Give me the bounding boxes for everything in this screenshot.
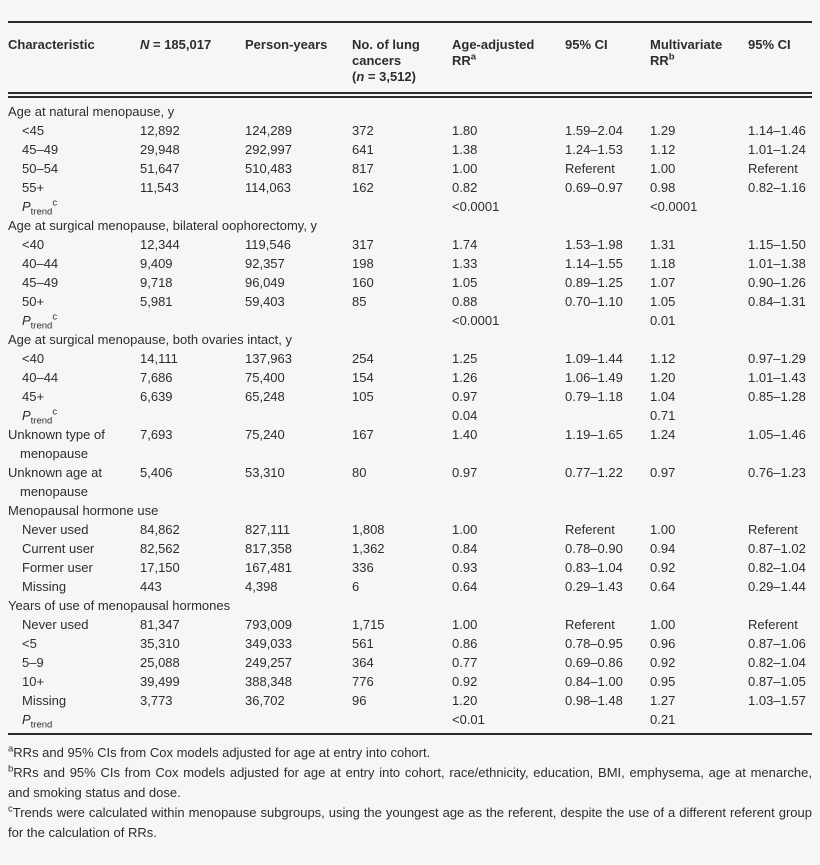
footnote-b-sup: b — [8, 763, 14, 775]
cell-multivariate-rr: 0.98 — [650, 180, 676, 195]
cell-ci-multivariate: 0.84–1.31 — [748, 294, 806, 309]
table-row — [8, 235, 812, 254]
cell-ci-multivariate: Referent — [748, 522, 798, 537]
row-label: $P_{trend}^c$ — [22, 197, 58, 218]
cell-age-adjusted-rr: 1.40 — [452, 427, 478, 442]
cell-ci-age-adjusted: 1.59–2.04 — [565, 123, 623, 138]
cell-n: 7,693 — [140, 427, 173, 442]
table-row — [8, 121, 812, 140]
cell-ci-multivariate: 0.82–1.04 — [748, 655, 806, 670]
cell-age-adjusted-rr: <0.0001 — [452, 313, 500, 328]
cell-n: 3,773 — [140, 693, 173, 708]
table-row — [8, 691, 812, 710]
cell-person-years: 827,111 — [245, 522, 291, 537]
footnote-c-sup: c — [8, 803, 13, 815]
row-label: $P_{trend}^c$ — [22, 311, 58, 332]
cell-multivariate-rr: 1.31 — [650, 237, 676, 252]
cell-ci-multivariate: 0.85–1.28 — [748, 389, 806, 404]
row-label: 45–49 — [22, 142, 59, 157]
cell-multivariate-rr: 0.95 — [650, 674, 676, 689]
cell-ci-multivariate: 0.29–1.44 — [748, 579, 806, 594]
cell-n: 14,111 — [140, 351, 178, 366]
cell-multivariate-rr: 1.07 — [650, 275, 676, 290]
row-label: Never used — [22, 522, 89, 537]
row-label: 55+ — [22, 180, 45, 195]
cell-n: 11,543 — [140, 180, 179, 195]
cell-ci-age-adjusted: 1.24–1.53 — [565, 142, 623, 157]
col-header-ci-1: 95% CI — [565, 37, 608, 52]
cell-age-adjusted-rr: 0.88 — [452, 294, 478, 309]
cell-person-years: 817,358 — [245, 541, 292, 556]
cell-person-years: 124,289 — [245, 123, 292, 138]
cell-ci-multivariate: 1.15–1.50 — [748, 237, 806, 252]
cell-ci-multivariate: 1.01–1.24 — [748, 142, 806, 157]
table-row — [8, 292, 812, 311]
cell-n: 25,088 — [140, 655, 180, 670]
cell-ci-multivariate: 0.82–1.04 — [748, 560, 806, 575]
row-label: $P_{trend}$ — [22, 712, 53, 731]
ptrend-row — [8, 311, 812, 330]
col-header-characteristic — [8, 37, 140, 53]
n-value: = 185,017 — [149, 37, 212, 52]
cell-lung-cancers: 162 — [352, 180, 374, 195]
cell-age-adjusted-rr: 0.04 — [452, 408, 478, 423]
cell-ci-age-adjusted: 0.89–1.25 — [565, 275, 623, 290]
cell-person-years: 119,546 — [245, 237, 292, 252]
footnote-b-marker: b — [668, 51, 675, 63]
table-row — [8, 653, 812, 672]
cell-ci-age-adjusted: 0.98–1.48 — [565, 693, 623, 708]
cell-person-years: 59,403 — [245, 294, 285, 309]
cell-age-adjusted-rr: 0.86 — [452, 636, 478, 651]
cell-n: 5,981 — [140, 294, 173, 309]
cell-ci-age-adjusted: 0.70–1.10 — [565, 294, 623, 309]
cell-ci-age-adjusted: 0.69–0.86 — [565, 655, 623, 670]
section-header-row — [8, 501, 812, 520]
cell-multivariate-rr: 1.00 — [650, 617, 676, 632]
cell-age-adjusted-rr: 0.84 — [452, 541, 478, 556]
cell-ci-age-adjusted: 0.83–1.04 — [565, 560, 623, 575]
cell-n: 12,344 — [140, 237, 180, 252]
footnotes — [8, 735, 812, 843]
table-row — [8, 577, 812, 596]
table-row — [8, 615, 812, 634]
cell-ci-age-adjusted: 1.14–1.55 — [565, 256, 623, 271]
cell-n: 9,718 — [140, 275, 173, 290]
cell-multivariate-rr: 1.24 — [650, 427, 676, 442]
cell-ci-multivariate: 0.97–1.29 — [748, 351, 806, 366]
cell-lung-cancers: 154 — [352, 370, 374, 385]
row-label: Unknown type of menopause — [8, 427, 105, 461]
cell-ci-age-adjusted: 1.53–1.98 — [565, 237, 623, 252]
cell-ci-multivariate: 1.01–1.43 — [748, 370, 806, 385]
cell-ci-age-adjusted: 1.06–1.49 — [565, 370, 623, 385]
cell-person-years: 292,997 — [245, 142, 292, 157]
cell-age-adjusted-rr: 0.82 — [452, 180, 478, 195]
cell-lung-cancers: 317 — [352, 237, 374, 252]
cell-lung-cancers: 198 — [352, 256, 374, 271]
ptrend-row — [8, 197, 812, 216]
cell-lung-cancers: 776 — [352, 674, 374, 689]
ptrend-row — [8, 710, 812, 729]
section-header-row — [8, 102, 812, 121]
row-label: <45 — [22, 123, 45, 138]
cell-person-years: 36,702 — [245, 693, 285, 708]
cell-age-adjusted-rr: 1.20 — [452, 693, 478, 708]
cell-n: 17,150 — [140, 560, 180, 575]
cell-lung-cancers: 641 — [352, 142, 374, 157]
cell-person-years: 388,348 — [245, 674, 292, 689]
cell-lung-cancers: 80 — [352, 465, 367, 480]
lung-n-italic: n — [356, 69, 365, 84]
cell-n: 6,639 — [140, 389, 173, 404]
cell-age-adjusted-rr: 1.38 — [452, 142, 478, 157]
footnote-a: $^a$RRs and 95% CIs from Cox models adjusted for age at entry into cohort. — [8, 743, 431, 760]
table-row — [8, 273, 812, 292]
cell-lung-cancers: 817 — [352, 161, 374, 176]
section-label: Years of use of menopausal hormones — [8, 598, 231, 613]
table-header-row — [8, 23, 812, 92]
cell-ci-multivariate: 0.76–1.23 — [748, 465, 806, 480]
cell-n: 9,409 — [140, 256, 173, 271]
cell-ci-multivariate: 0.82–1.16 — [748, 180, 806, 195]
row-label: 10+ — [22, 674, 45, 689]
cell-multivariate-rr: 1.00 — [650, 522, 676, 537]
col-header-lung-cancers: No. of lung cancers (n = 3,512) — [352, 37, 420, 84]
cell-person-years: 53,310 — [245, 465, 285, 480]
cell-lung-cancers: 336 — [352, 560, 374, 575]
cell-n: 35,310 — [140, 636, 180, 651]
cell-multivariate-rr: 0.92 — [650, 655, 676, 670]
cell-multivariate-rr: 0.97 — [650, 465, 676, 480]
cell-multivariate-rr: 0.71 — [650, 408, 676, 423]
cell-multivariate-rr: <0.0001 — [650, 199, 698, 214]
cell-lung-cancers: 167 — [352, 427, 374, 442]
cell-lung-cancers: 1,362 — [352, 541, 385, 556]
cell-ci-age-adjusted: 1.19–1.65 — [565, 427, 623, 442]
table-row — [8, 349, 812, 368]
cell-ci-multivariate: 1.14–1.46 — [748, 123, 806, 138]
col-header-age-adjusted-rr: Age-adjusted $RR^a$ — [452, 37, 535, 68]
cell-n: 29,948 — [140, 142, 180, 157]
cell-person-years: 793,009 — [245, 617, 292, 632]
section-label: Age at surgical menopause, bilateral oophorectomy, y — [8, 218, 318, 233]
cell-multivariate-rr: 1.12 — [650, 351, 676, 366]
cell-n: 39,499 — [140, 674, 180, 689]
cell-ci-multivariate: 1.03–1.57 — [748, 693, 806, 708]
cell-person-years: 167,481 — [245, 560, 292, 575]
footnote-a-sup: a — [8, 743, 14, 755]
col-header-person-years: Person-years — [245, 37, 328, 52]
cell-lung-cancers: 561 — [352, 636, 374, 651]
cell-age-adjusted-rr: 0.97 — [452, 389, 478, 404]
cell-person-years: 65,248 — [245, 389, 285, 404]
row-label: <40 — [22, 351, 45, 366]
cell-lung-cancers: 85 — [352, 294, 367, 309]
table-row — [8, 159, 812, 178]
cell-person-years: 137,963 — [245, 351, 292, 366]
cell-person-years: 510,483 — [245, 161, 292, 176]
cell-ci-age-adjusted: 0.29–1.43 — [565, 579, 623, 594]
section-header-row — [8, 330, 812, 349]
cell-n: 5,406 — [140, 465, 173, 480]
cell-ci-age-adjusted: 0.78–0.95 — [565, 636, 623, 651]
cell-ci-age-adjusted: 0.84–1.00 — [565, 674, 623, 689]
cell-lung-cancers: 1,715 — [352, 617, 385, 632]
cell-lung-cancers: 372 — [352, 123, 374, 138]
cell-multivariate-rr: 1.20 — [650, 370, 676, 385]
cell-age-adjusted-rr: 0.97 — [452, 465, 478, 480]
cell-age-adjusted-rr: 1.80 — [452, 123, 478, 138]
cell-lung-cancers: 254 — [352, 351, 374, 366]
table-row — [8, 178, 812, 197]
cell-ci-age-adjusted: 0.79–1.18 — [565, 389, 623, 404]
col-header-characteristic-label: Characteristic — [8, 37, 95, 52]
cell-multivariate-rr: 0.96 — [650, 636, 676, 651]
cell-ci-age-adjusted: 0.77–1.22 — [565, 465, 623, 480]
section-header-row — [8, 596, 812, 615]
row-label: Former user — [22, 560, 93, 575]
cell-person-years: 75,400 — [245, 370, 285, 385]
cell-age-adjusted-rr: 1.74 — [452, 237, 478, 252]
row-label: $P_{trend}^c$ — [22, 406, 58, 427]
cell-ci-multivariate: Referent — [748, 617, 798, 632]
cell-ci-age-adjusted: 1.09–1.44 — [565, 351, 623, 366]
cell-person-years: 96,049 — [245, 275, 285, 290]
cell-person-years: 349,033 — [245, 636, 292, 651]
row-label: Unknown age at menopause — [8, 465, 102, 499]
section-label: Age at surgical menopause, both ovaries intact, y — [8, 332, 292, 347]
cell-multivariate-rr: 1.00 — [650, 161, 676, 176]
results-table — [0, 21, 820, 843]
row-label: 5–9 — [22, 655, 44, 670]
cell-lung-cancers: 6 — [352, 579, 360, 594]
cell-person-years: 249,257 — [245, 655, 292, 670]
cell-multivariate-rr: 0.94 — [650, 541, 676, 556]
cell-ci-multivariate: Referent — [748, 161, 798, 176]
cell-multivariate-rr: 0.64 — [650, 579, 676, 594]
cell-age-adjusted-rr: 0.77 — [452, 655, 478, 670]
footnote-a-marker: a — [470, 51, 477, 63]
cell-age-adjusted-rr: 1.05 — [452, 275, 478, 290]
cell-multivariate-rr: 1.29 — [650, 123, 676, 138]
section-header-row — [8, 216, 812, 235]
cell-age-adjusted-rr: 0.93 — [452, 560, 478, 575]
cell-n: 82,562 — [140, 541, 180, 556]
row-label: Current user — [22, 541, 95, 556]
cell-n: 81,347 — [140, 617, 180, 632]
row-label: <5 — [22, 636, 37, 651]
cell-multivariate-rr: 0.21 — [650, 712, 676, 727]
cell-age-adjusted-rr: 0.92 — [452, 674, 478, 689]
col-header-multivariate-rr: Multivariate $RR^b$ — [650, 37, 723, 68]
n-italic: N — [140, 37, 150, 52]
table-row — [8, 425, 812, 463]
cell-ci-age-adjusted: Referent — [565, 617, 615, 632]
cell-ci-multivariate: 0.87–1.06 — [748, 636, 806, 651]
row-label: 40–44 — [22, 256, 59, 271]
cell-age-adjusted-rr: 1.26 — [452, 370, 478, 385]
cell-multivariate-rr: 0.01 — [650, 313, 676, 328]
row-label: <40 — [22, 237, 45, 252]
cell-n: 84,862 — [140, 522, 180, 537]
cell-person-years: 75,240 — [245, 427, 285, 442]
cell-multivariate-rr: 1.18 — [650, 256, 676, 271]
cell-multivariate-rr: 1.05 — [650, 294, 676, 309]
cell-n: 12,892 — [140, 123, 180, 138]
table-row — [8, 254, 812, 273]
table-row — [8, 140, 812, 159]
row-label: 40–44 — [22, 370, 59, 385]
cell-n: 51,647 — [140, 161, 180, 176]
table-row — [8, 539, 812, 558]
cell-multivariate-rr: 1.27 — [650, 693, 676, 708]
table-row — [8, 368, 812, 387]
row-label: 45+ — [22, 389, 45, 404]
row-label: Missing — [22, 579, 67, 594]
row-label: Never used — [22, 617, 89, 632]
cell-ci-multivariate: 0.87–1.05 — [748, 674, 806, 689]
cell-age-adjusted-rr: 0.64 — [452, 579, 478, 594]
cell-ci-multivariate: 0.87–1.02 — [748, 541, 806, 556]
cell-ci-age-adjusted: 0.78–0.90 — [565, 541, 623, 556]
ptrend-row — [8, 406, 812, 425]
table-row — [8, 634, 812, 653]
cell-age-adjusted-rr: 1.25 — [452, 351, 478, 366]
cell-lung-cancers: 364 — [352, 655, 374, 670]
section-label: Menopausal hormone use — [8, 503, 159, 518]
row-label: Missing — [22, 693, 67, 708]
cell-age-adjusted-rr: 1.00 — [452, 522, 478, 537]
cell-ci-age-adjusted: 0.69–0.97 — [565, 180, 623, 195]
cell-age-adjusted-rr: <0.0001 — [452, 199, 500, 214]
cell-ci-age-adjusted: Referent — [565, 522, 615, 537]
cell-age-adjusted-rr: 1.00 — [452, 161, 478, 176]
table-row — [8, 520, 812, 539]
table-row — [8, 387, 812, 406]
table-body — [8, 98, 812, 729]
cell-ci-age-adjusted: Referent — [565, 161, 615, 176]
cell-person-years: 114,063 — [245, 180, 292, 195]
cell-multivariate-rr: 0.92 — [650, 560, 676, 575]
cell-person-years: 4,398 — [245, 579, 278, 594]
table-row — [8, 672, 812, 691]
cell-lung-cancers: 1,808 — [352, 522, 385, 537]
cell-age-adjusted-rr: 1.00 — [452, 617, 478, 632]
section-label: Age at natural menopause, y — [8, 104, 175, 119]
col-header-ci-2: 95% CI — [748, 37, 791, 52]
cell-n: 443 — [140, 579, 162, 594]
cell-multivariate-rr: 1.04 — [650, 389, 676, 404]
cell-lung-cancers: 96 — [352, 693, 367, 708]
cell-multivariate-rr: 1.12 — [650, 142, 676, 157]
cell-lung-cancers: 160 — [352, 275, 374, 290]
table-row — [8, 463, 812, 501]
cell-age-adjusted-rr: 1.33 — [452, 256, 478, 271]
col-header-n — [140, 37, 245, 53]
row-label: 45–49 — [22, 275, 59, 290]
cell-ci-multivariate: 0.90–1.26 — [748, 275, 806, 290]
row-label: 50+ — [22, 294, 45, 309]
cell-age-adjusted-rr: <0.01 — [452, 712, 485, 727]
cell-n: 7,686 — [140, 370, 173, 385]
cell-ci-multivariate: 1.01–1.38 — [748, 256, 806, 271]
footnote-c: $^c$Trends were calculated within menopause subgroups, using the youngest age as the referent, despite the use of a different referent group for the calculation of RRs. — [8, 803, 812, 840]
cell-lung-cancers: 105 — [352, 389, 374, 404]
row-label: 50–54 — [22, 161, 59, 176]
table-row — [8, 558, 812, 577]
cell-person-years: 92,357 — [245, 256, 285, 271]
footnote-b: $^b$RRs and 95% CIs from Cox models adjusted for age at entry into cohort, race/ethnicity, education, BMI, emphysema, age at menarche, and smoking status and dose. — [8, 763, 812, 800]
cell-ci-multivariate: 1.05–1.46 — [748, 427, 806, 442]
